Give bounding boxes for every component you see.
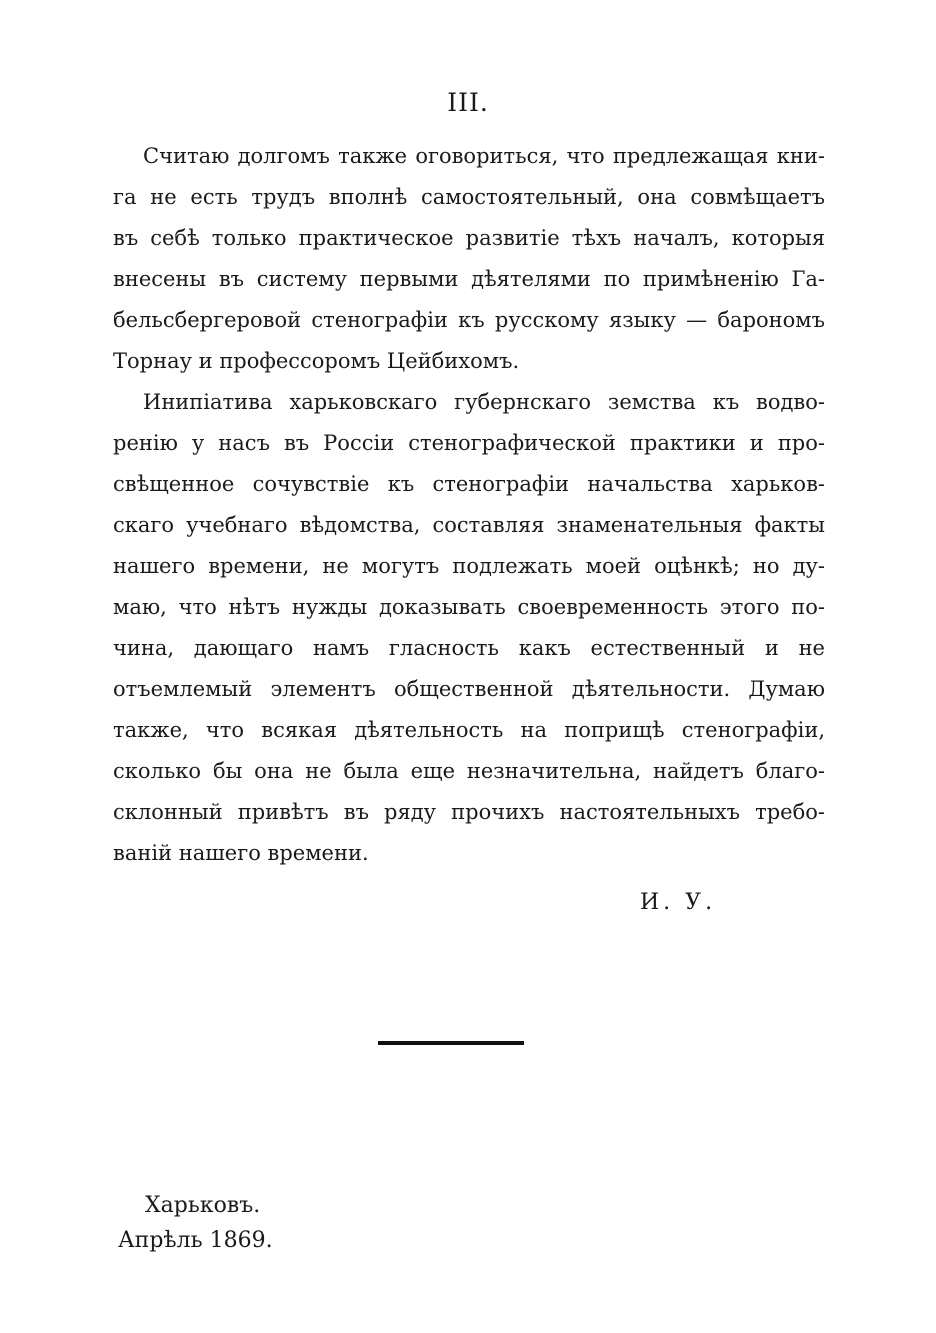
text-line: отъемлемый элементъ общественной дѣятельности. Думаю [113, 677, 825, 701]
text-line: га не есть трудъ вполнѣ самостоятельный, она совмѣщаетъ [113, 185, 825, 209]
text-line: также, что всякая дѣятельность на поприщѣ стенографіи, [113, 718, 825, 742]
text-line: бельсбергеровой стенографіи къ русскому языку — барономъ [113, 308, 825, 332]
text-line: Инипіатива харьковскаго губернскаго земства къ водво- [143, 390, 825, 414]
paragraph-2 [113, 382, 825, 874]
text-line: свѣщенное сочувствіе къ стенографіи начальства харьков- [113, 472, 825, 496]
text-line: маю, что нѣтъ нужды доказывать своевременность этого по- [113, 595, 825, 619]
text-line: склонный привѣтъ въ ряду прочихъ настоятельныхъ требо- [113, 800, 825, 824]
text-line: Торнау и профессоромъ Цейбихомъ. [113, 349, 520, 373]
text-line: скаго учебнаго вѣдомства, составляя знаменательныя факты [113, 513, 825, 537]
text-line: въ себѣ только практическое развитіе тѣхъ началъ, которыя [113, 226, 825, 250]
body-text [113, 136, 825, 874]
place-of-writing: Харьковъ. [145, 1193, 261, 1218]
author-initials: И. У. [640, 890, 717, 915]
text-line: ренію у насъ въ Россіи стенографической практики и про- [113, 431, 825, 455]
text-line: чина, дающаго намъ гласность какъ естественный и не [113, 636, 825, 660]
text-line: Считаю долгомъ также оговориться, что предлежащая кни- [143, 144, 825, 168]
page-number: III. [447, 88, 489, 117]
paragraph-1 [113, 136, 825, 382]
text-line: нашего времени, не могутъ подлежать моей оцѣнкѣ; но ду- [113, 554, 825, 578]
date-of-writing: Апрѣль 1869. [118, 1228, 273, 1253]
text-line: ваній нашего времени. [113, 841, 369, 865]
text-line: внесены въ систему первыми дѣятелями по примѣненію Га- [113, 267, 825, 291]
divider-rule [378, 1041, 524, 1045]
text-line: сколько бы она не была еще незначительна, найдетъ благо- [113, 759, 825, 783]
